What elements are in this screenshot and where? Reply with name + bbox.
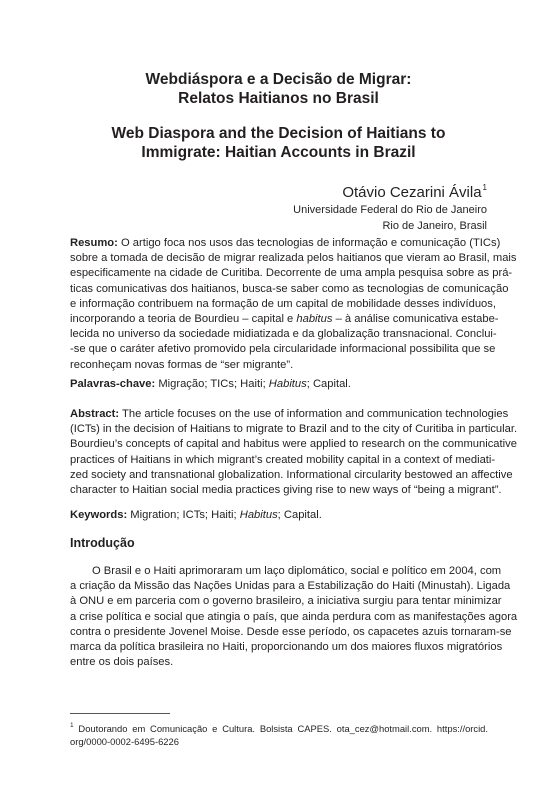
intro-line: O Brasil e o Haiti aprimoraram um laço diplomático, social e político em 2004, com xyxy=(92,565,502,577)
footnote-line: $^1$ Doutorando em Comunicação e Cultura. Bolsista CAPES. ota_cez@hotmail.com. https://orcid. xyxy=(70,722,488,734)
resumo-line: e informação contribuem na formação de um capital de mobilidade desses indivíduos, xyxy=(70,297,496,310)
abstract-label: Abstract: xyxy=(70,408,120,420)
title-en-line: Web Diaspora and the Decision of Haitians to xyxy=(111,125,446,142)
abstract-line: (ICTs) in the decision of Haitians to migrate to Brazil and to the city of Curitiba in particular. xyxy=(70,423,518,436)
title-en-line: Immigrate: Haitian Accounts in Brazil xyxy=(141,144,416,161)
abstract-paragraph xyxy=(70,407,518,498)
abstract-line: character to Haitian social media practices giving rise to new ways of “being a migrant”. xyxy=(70,484,502,497)
author-name-line xyxy=(293,178,487,202)
intro-line: à ONU e em parceria com o governo brasileiro, a iniciativa surgiu para tentar minimizar xyxy=(70,595,502,608)
author-footnote-mark: 1 xyxy=(482,183,487,192)
resumo-line: reconheçam novas formas de “ser migrante”. xyxy=(70,358,294,371)
resumo-line: lecida no universo da sociedade midiatizada e da globalização transnacional. Conclui- xyxy=(70,328,497,341)
footnote-mark: 1 xyxy=(70,722,74,729)
resumo-line: Resumo: O artigo foca nos usos das tecnologias de informação e comunicação (TICs) xyxy=(70,237,501,249)
abstract-line: Bourdieu’s concepts of capital and habitus were applied to research on the communicative xyxy=(70,438,517,451)
resumo-line: -se que o caráter afetivo promovido pela circularidade informacional possibilita que se xyxy=(70,343,496,356)
palavras-chave: Palavras-chave: Migração; TICs; Haiti; Habitus; Capital. xyxy=(70,378,351,390)
resumo-line: ticas comunicativas dos haitianos, busca-se saber como as tecnologias de comunicação xyxy=(70,282,509,295)
section-heading-introducao: Introdução xyxy=(70,536,135,550)
resumo-line: incorporando a teoria de Bourdieu – capital e habitus – à análise comunicativa estabe- xyxy=(70,313,499,326)
abstract-line: practices of Haitians in which migrant’s created mobility capital in a context of mediati- xyxy=(70,453,496,466)
title-english xyxy=(60,124,497,162)
abstract-line: Abstract: The article focuses on the use of information and communication technologies xyxy=(70,408,509,420)
intro-line: a criação da Missão das Nações Unidas para a Estabilização do Haiti (Minustah). Ligada xyxy=(70,580,511,593)
resumo-paragraph xyxy=(70,236,517,373)
abstract-line: zed society and transnational globalization. Informational circularity bestowed an affective xyxy=(70,468,513,481)
intro-line: marca da política brasileira no Haiti, proporcionando um dos maiores fluxos migratórios xyxy=(70,641,503,654)
keywords: Keywords: Migration; ICTs; Haiti; Habitus; Capital. xyxy=(70,509,322,521)
author-name: Otávio Cezarini Ávila xyxy=(342,184,482,201)
resumo-line: especificamente na cidade de Curitiba. Decorrente de uma ampla pesquisa sobre as prá- xyxy=(70,267,513,280)
intro-line: entre os dois países. xyxy=(70,656,174,669)
intro-line: a crise política e social que atingia o país, que ainda perdura com as manifestações agora xyxy=(70,610,518,623)
resumo-label: Resumo: xyxy=(70,237,118,249)
author-block xyxy=(293,178,487,234)
resumo-line: sobre a tomada de decisão de migrar realizada pelos haitianos que vieram ao Brasil, mais xyxy=(70,252,517,265)
author-location: Rio de Janeiro, Brasil xyxy=(382,220,487,232)
keywords-label: Keywords: xyxy=(70,509,128,521)
intro-paragraph xyxy=(70,564,518,670)
palavras-label: Palavras-chave: xyxy=(70,378,156,390)
footnote-divider xyxy=(70,713,170,714)
footnote xyxy=(70,719,488,748)
resumo-italic-term: habitus xyxy=(296,313,333,326)
title-pt-line: Webdiáspora e a Decisão de Migrar: xyxy=(145,71,412,88)
title-pt-line: Relatos Haitianos no Brasil xyxy=(178,90,379,107)
intro-line: contra o presidente Jovenel Moise. Desde esse período, os capacetes azuis tornaram-se xyxy=(70,625,512,638)
footnote-line: org/0000-0002-6495-6226 xyxy=(70,736,179,747)
title-portuguese xyxy=(60,70,497,108)
author-affiliation: Universidade Federal do Rio de Janeiro xyxy=(293,204,487,216)
